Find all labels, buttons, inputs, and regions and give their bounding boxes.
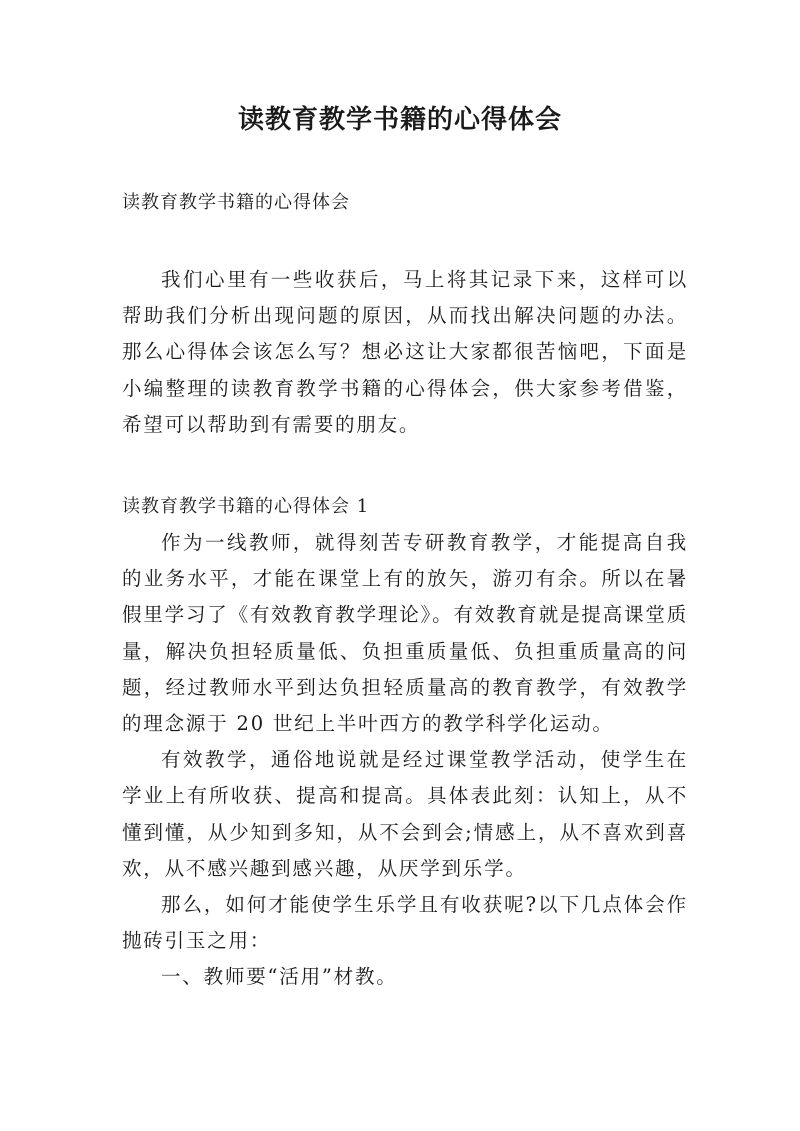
intro-paragraph: 我们心里有一些收获后，马上将其记录下来，这样可以帮助我们分析出现问题的原因，从而找出解决问题的办法。那么心得体会该怎么写？想必这让大家都很苦恼吧，下面是小编整理的读教育教学书籍的心得体会，供大家参考借鉴，希望可以帮助到有需要的朋友。 — [122, 268, 688, 436]
body-paragraph-2: 有效教学，通俗地说就是经过课堂教学活动，使学生在学业上有所收获、提高和提高。具体表此刻：认知上，从不懂到懂，从少知到多知，从不会到会;情感上，从不喜欢到喜欢，从不感兴趣到感兴趣，从厌学到乐学。 — [122, 748, 688, 880]
body-paragraph-3: 那么，如何才能使学生乐学且有收获呢?以下几点体会作抛砖引玉之用： — [122, 893, 688, 953]
section-heading: 读教育教学书籍的心得体会 1 — [122, 496, 370, 517]
body-paragraph-1: 作为一线教师，就得刻苦专研教育教学，才能提高自我的业务水平，才能在课堂上有的放矢，游刃有余。所以在暑假里学习了《有效教育教学理论》。有效教育就是提高课堂质量，解决负担轻质量低、负担重质量低、负担重质量高的问题，经过教师水平到达负担轻质量高的教育教学，有效教学的理念源于 20 世纪上半叶西方的教学科学化运动。 — [122, 531, 688, 736]
document-subtitle: 读教育教学书籍的心得体会 — [122, 192, 350, 213]
document-title: 读教育教学书籍的心得体会 — [237, 105, 562, 135]
body-paragraph-4: 一、教师要“活用”材教。 — [161, 965, 398, 989]
intro-block — [122, 262, 688, 443]
section-1 — [122, 489, 688, 996]
